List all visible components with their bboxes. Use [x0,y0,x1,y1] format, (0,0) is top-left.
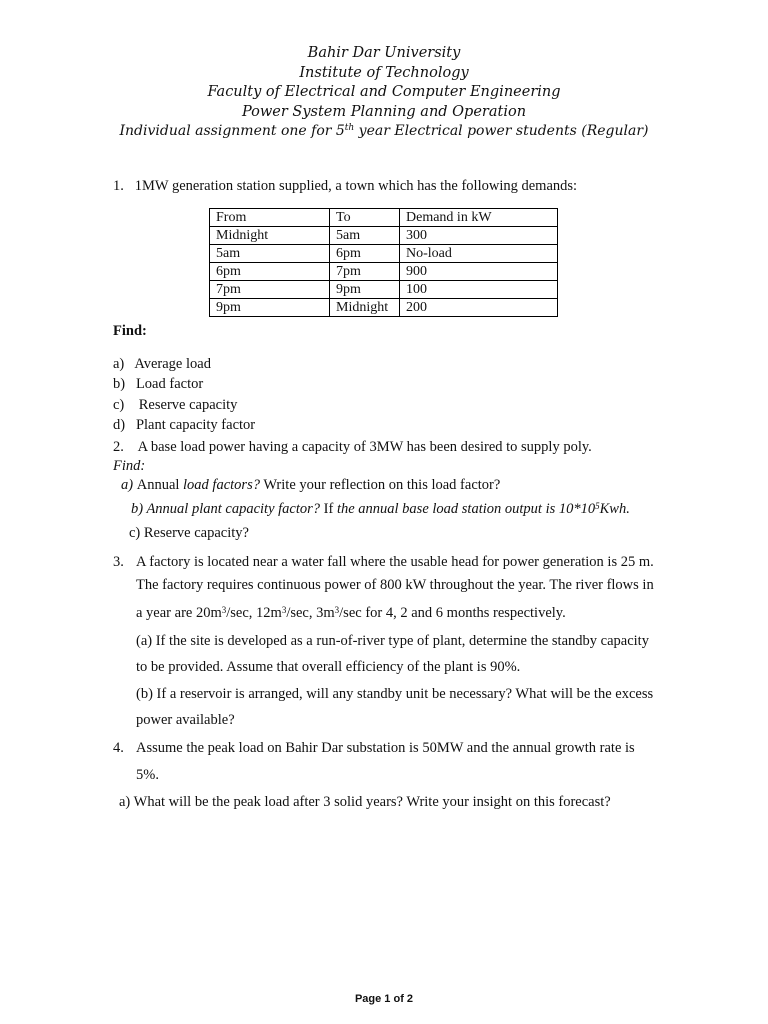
table-cell: 300 [400,227,558,245]
q4-line-2: 5%. [136,767,159,783]
q3-line-5: to be provided. Assume that overall efficiency of the plant is 90%. [136,659,521,675]
q1-item-b: b) Load factor [113,376,204,392]
table-cell: 9pm [330,281,400,299]
demand-table [209,208,558,317]
q3-line-6: (b) If a reservoir is arranged, will any standby unit be necessary? What will be the excess [136,686,654,702]
table-cell: 7pm [330,263,400,281]
table-row [210,299,558,317]
q4-line-1: Assume the peak load on Bahir Dar substation is 50MW and the annual growth rate is [136,740,635,756]
table-cell: 200 [400,299,558,317]
table-cell: Midnight [330,299,400,317]
table-cell: 6pm [330,245,400,263]
q2-item-a: a) Annual load factors? Write your reflection on this load factor? [121,477,501,493]
table-row [210,227,558,245]
question-3-number: 3. [113,554,124,570]
table-row [210,245,558,263]
q3-line-4: (a) If the site is developed as a run-of-river type of plant, determine the standby capacity [136,633,649,649]
q2-item-c: c) Reserve capacity? [129,525,249,541]
table-cell: 5am [330,227,400,245]
q1-item-c: c) Reserve capacity [113,397,238,413]
table-header-row [210,209,558,227]
table-header-cell: Demand in kW [400,209,558,227]
table-header-cell: To [330,209,400,227]
q3-line-7: power available? [136,712,235,728]
find-label-q2: Find: [113,458,146,474]
table-cell: 9pm [210,299,330,317]
table-cell: 6pm [210,263,330,281]
question-2-text: 2. A base load power having a capacity of 3MW has been desired to supply poly. [113,439,592,455]
faculty-name: Faculty of Electrical and Computer Engineering [207,84,561,100]
table-cell: 900 [400,263,558,281]
question-4-number: 4. [113,740,124,756]
table-cell: 7pm [210,281,330,299]
table-row [210,263,558,281]
q3-line-3: a year are $20m^3/\sec$, $12m^3/\sec$, $3m^3/\sec$ for 4, 2 and 6 months respectively. [136,605,566,621]
assignment-title: Individual assignment one for 5th year Electrical power students (Regular) [119,123,649,139]
table-cell: 5am [210,245,330,263]
question-1-text: 1. 1MW generation station supplied, a town which has the following demands: [113,178,578,194]
page-number-footer: Page 1 of 2 [354,993,414,1005]
q1-item-d: d) Plant capacity factor [113,417,256,433]
q2-item-b: b) Annual plant capacity factor? If the annual base load station output is $10*10^5Kwh$. [131,501,630,517]
table-cell: Midnight [210,227,330,245]
table-cell: No-load [400,245,558,263]
table-cell: 100 [400,281,558,299]
q3-line-1: A factory is located near a water fall where the usable head for power generation is 25 m. [136,554,654,570]
q3-line-2: The factory requires continuous power of 800 kW throughout the year. The river flows in [136,577,654,593]
document-header [0,44,768,142]
university-name: Bahir Dar University [307,45,461,61]
table-header-cell: From [210,209,330,227]
institute-name: Institute of Technology [299,64,469,81]
course-name: Power System Planning and Operation [241,103,527,120]
table-row [210,281,558,299]
q1-item-a: a) Average load [113,356,211,372]
find-label-q1: Find: [113,323,147,339]
q4-item-a: a) What will be the peak load after 3 solid years? Write your insight on this forecast? [119,794,611,810]
